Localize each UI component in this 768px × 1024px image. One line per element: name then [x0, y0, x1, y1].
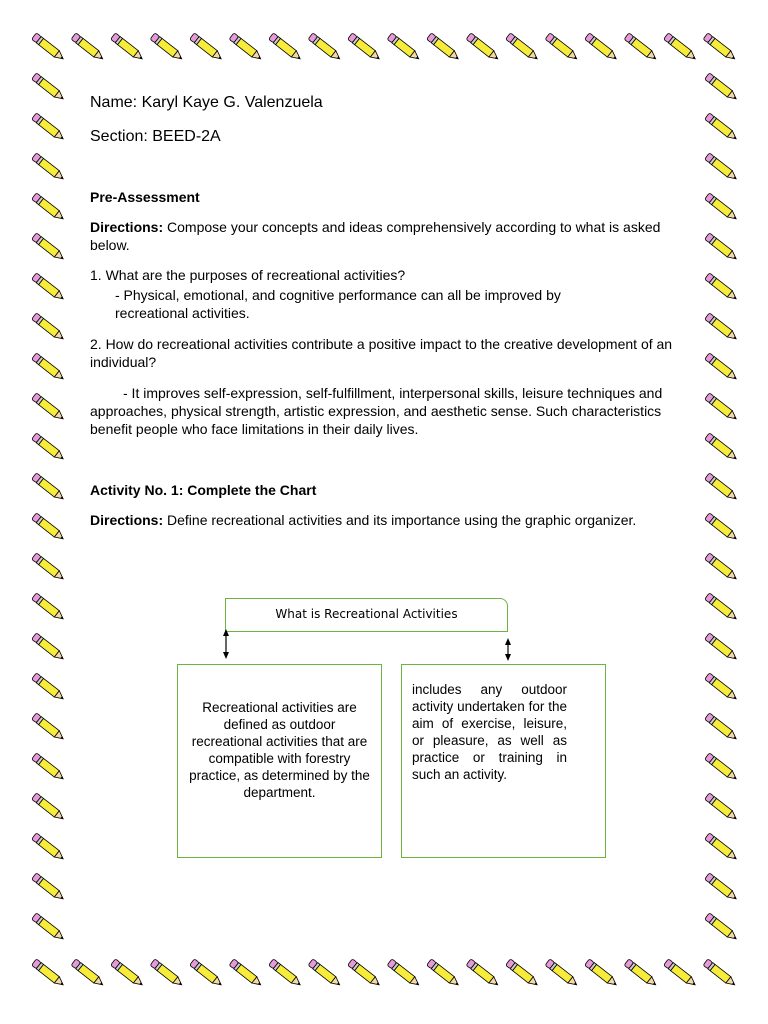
organizer-title-box: What is Recreational Activities	[225, 598, 508, 632]
activity-directions-text: Define recreational activities and its importance using the graphic organizer.	[163, 512, 637, 528]
student-name: Name: Karyl Kaye G. Valenzuela	[90, 94, 323, 111]
organizer-importance-box: includes any outdoor activity undertaken for the aim of exercise, leisure, or pleasure, as well as practice or training in such an activity.	[401, 664, 606, 858]
student-section: Section: BEED-2A	[90, 128, 221, 145]
activity-directions-label: Directions:	[90, 512, 164, 528]
organizer-definition-box: Recreational activities are defined as outdoor recreational activities that are compatible with forestry practice, as determined by the department.	[177, 664, 382, 858]
directions-label: Directions:	[90, 219, 164, 235]
question-1-answer: - Physical, emotional, and cognitive performance can all be improved by recreational activities.	[115, 287, 561, 321]
directions-text: Compose your concepts and ideas comprehensively according to what is asked below.	[90, 219, 661, 253]
question-2-answer: - It improves self-expression, self-fulfillment, interpersonal skills, leisure techniques and approaches, physical strength, artistic expression, and aesthetic sense. Such characteristics benefit people who face limitations in their daily lives.	[90, 385, 663, 437]
question-2: 2. How do recreational activities contribute a positive impact to the creative development of an individual?	[90, 336, 673, 370]
activity-heading: Activity No. 1: Complete the Chart	[90, 482, 317, 498]
question-1: 1. What are the purposes of recreational activities?	[90, 267, 406, 283]
pre-assessment-heading: Pre-Assessment	[90, 189, 200, 205]
